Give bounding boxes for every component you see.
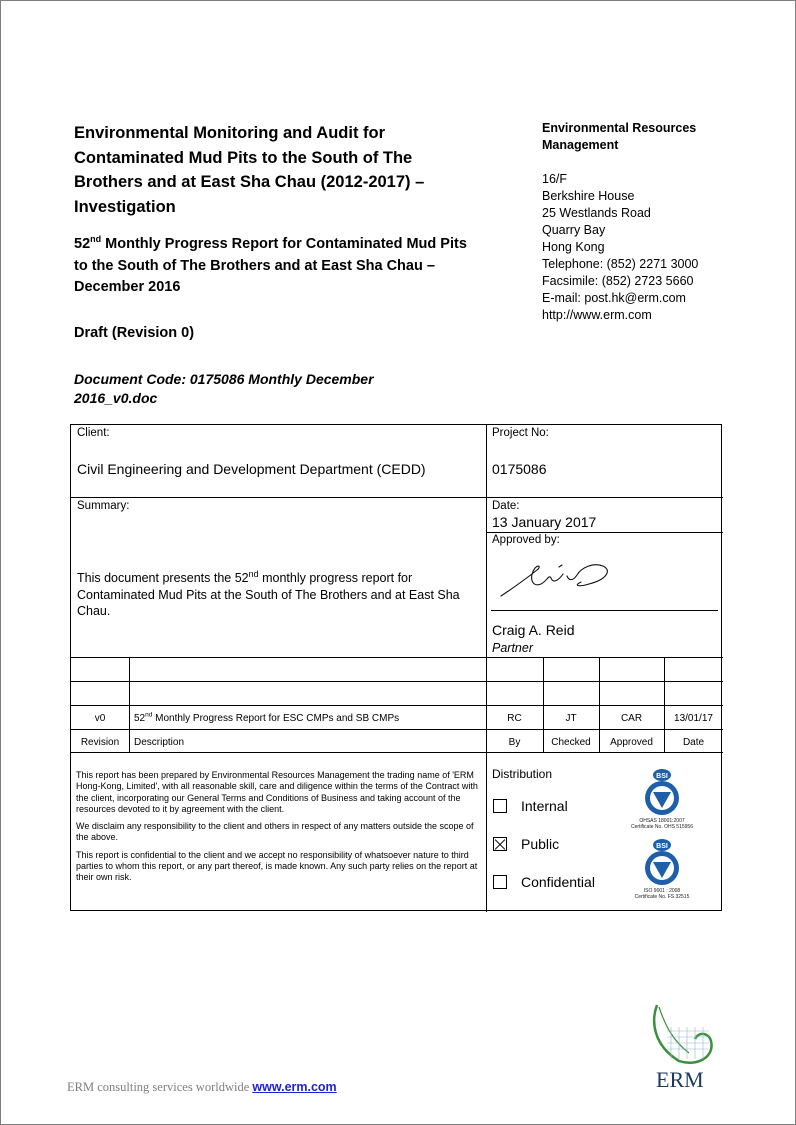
- organisation-name: Environmental Resources Management: [542, 121, 697, 152]
- address-line: 16/F: [542, 172, 568, 186]
- project-value: 0175086: [492, 461, 547, 477]
- report-subtitle: [74, 234, 484, 299]
- signature-line: [491, 610, 718, 611]
- revision-description: 52nd Monthly Progress Report for ESC CMPs and SB CMPs: [134, 711, 400, 724]
- date-cell-value: 13/01/17: [674, 713, 713, 724]
- disclaimer-paragraph: This report is confidential to the client and we accept no responsibility of whatsoever nature to third parties to whom this report, or any part thereof, is made known. Any such party relies on the report at their own risk.: [76, 849, 478, 883]
- revision-header: Revision: [80, 737, 120, 748]
- approved-value: CAR: [620, 713, 643, 724]
- subtitle-rest: Monthly Progress Report for Contaminated Mud Pits to the South of The Brothers and at East Sha Chau – December 2016: [74, 236, 467, 295]
- draft-status: Draft (Revision 0): [74, 325, 195, 341]
- confidential-checkbox[interactable]: [493, 875, 507, 889]
- divider: [486, 425, 487, 912]
- report-details-table: [70, 424, 722, 911]
- checked-header: Checked: [551, 737, 591, 748]
- address-line: Berkshire House: [542, 189, 635, 203]
- divider: [129, 657, 130, 752]
- approver-title: Partner: [492, 641, 533, 655]
- ohsas-caption: OHSAS 18001:2007 Certificate No. OHS 515956: [631, 818, 693, 830]
- footer-text: ERM consulting services worldwide: [67, 1080, 253, 1094]
- client-label: Client:: [77, 427, 110, 439]
- divider: [71, 752, 723, 753]
- date-value: 13 January 2017: [492, 514, 597, 530]
- approved-header: Approved: [610, 737, 653, 748]
- date-header: Date: [682, 737, 705, 748]
- website: http://www.erm.com: [542, 308, 652, 322]
- client-value: Civil Engineering and Development Department (CEDD): [77, 461, 426, 477]
- approved-label: Approved by:: [492, 534, 560, 546]
- bsi-ohsas-logo-icon: [639, 767, 685, 817]
- public-label: Public: [521, 836, 560, 852]
- bsi-mark-text: BSI: [656, 773, 668, 780]
- address-line: Quarry Bay: [542, 223, 606, 237]
- subtitle-ordinal: nd: [90, 234, 102, 245]
- erm-logo-text: ERM: [656, 1067, 704, 1092]
- erm-logo-icon: [649, 1001, 721, 1067]
- facsimile: Facsimile: (852) 2723 5660: [542, 274, 694, 288]
- bsi-mark-text: BSI: [656, 843, 668, 850]
- by-header: By: [508, 737, 521, 748]
- internal-label: Internal: [521, 798, 568, 814]
- subtitle-number: 52: [74, 236, 91, 252]
- divider: [71, 705, 723, 706]
- checked-value: JT: [565, 713, 577, 724]
- address-block: [542, 120, 762, 324]
- revision-value: v0: [94, 713, 106, 724]
- iso-caption: ISO 9001 : 2008 Certificate No. FS 32515: [634, 888, 690, 900]
- project-label: Project No:: [492, 427, 549, 439]
- telephone: Telephone: (852) 2271 3000: [542, 257, 699, 271]
- distribution-title: Distribution: [492, 767, 553, 781]
- divider: [71, 657, 723, 658]
- report-title: Environmental Monitoring and Audit for Contaminated Mud Pits to the South of The Brothers and at East Sha Chau (2012-2017) – Investigation: [74, 124, 425, 216]
- page-footer: [67, 1080, 337, 1095]
- address-line: 25 Westlands Road: [542, 206, 651, 220]
- approver-name: Craig A. Reid: [492, 622, 575, 638]
- disclaimer-paragraph: This report has been prepared by Environmental Resources Management the trading name of 'ERM Hong-Kong, Limited', with all reasonable skill, care and diligence within the terms of the Contract with the client, incorporating our General Terms and Conditions of Business and taking account of the resources devoted to it by agreement with the client.: [76, 770, 478, 814]
- email: E-mail: post.hk@erm.com: [542, 291, 686, 305]
- internal-checkbox[interactable]: [493, 799, 507, 813]
- confidential-label: Confidential: [521, 874, 595, 890]
- disclaimer-paragraph: We disclaim any responsibility to the client and others in respect of any matters outside the scope of the above.: [76, 821, 474, 843]
- by-value: RC: [507, 713, 522, 724]
- divider: [71, 497, 723, 498]
- erm-website-link[interactable]: www.erm.com: [252, 1080, 337, 1094]
- date-label: Date:: [492, 500, 520, 512]
- divider: [486, 532, 723, 533]
- bsi-iso-logo-icon: [639, 837, 685, 887]
- summary-label: Summary:: [77, 500, 130, 512]
- signature-image: [493, 550, 628, 605]
- address-line: Hong Kong: [542, 240, 605, 254]
- summary-text: This document presents the 52nd monthly progress report for Contaminated Mud Pits at the South of The Brothers and at East Sha Chau.: [77, 568, 460, 618]
- description-header: Description: [134, 737, 185, 748]
- divider: [71, 729, 723, 730]
- disclaimer-text: [76, 770, 481, 890]
- public-checkbox[interactable]: [493, 837, 507, 851]
- document-code: Document Code: 0175086 Monthly December 2016_v0.doc: [74, 371, 374, 406]
- divider: [71, 681, 723, 682]
